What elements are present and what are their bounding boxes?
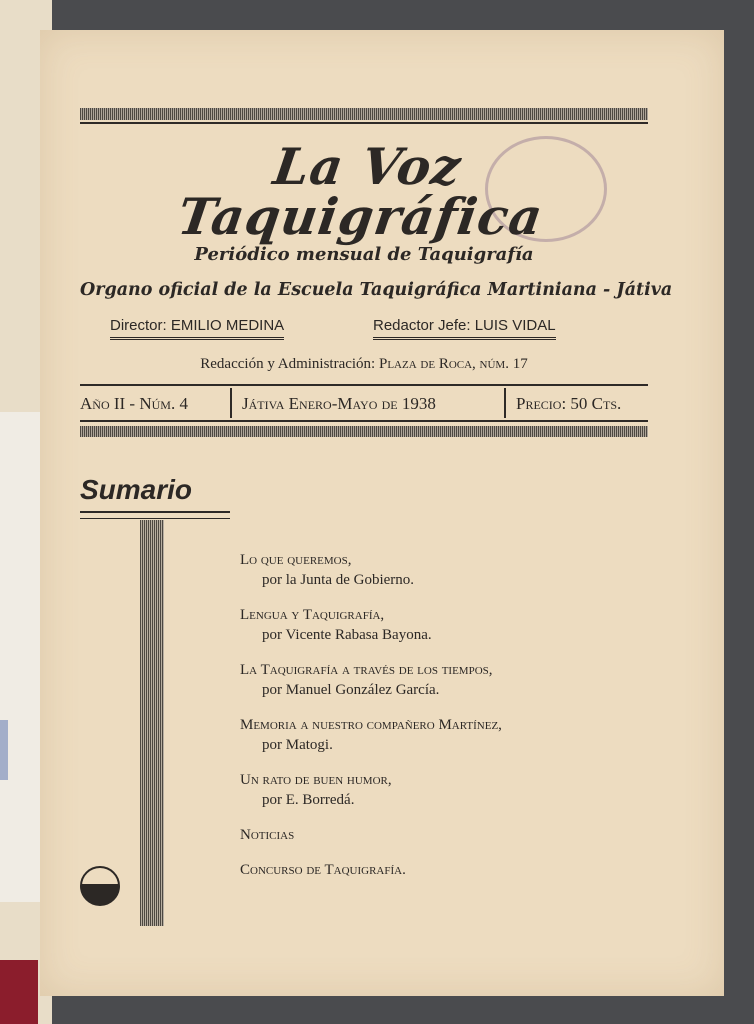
sumario-heading: Sumario bbox=[80, 474, 193, 505]
toc-author: por Matogi. bbox=[262, 737, 333, 753]
toc-entry bbox=[240, 715, 600, 755]
admin-label: Redacción y Administración: bbox=[200, 356, 376, 372]
issue-price: Precio: 50 Cts. bbox=[516, 394, 622, 413]
issue-number: Año II - Núm. 4 bbox=[80, 394, 188, 413]
masthead-organ: Organo oficial de la Escuela Taquigráfica Martiniana - Játiva bbox=[80, 280, 673, 300]
bottom-hatch-band bbox=[80, 426, 648, 437]
toc-entry bbox=[240, 825, 600, 845]
top-hatch-band bbox=[80, 108, 648, 120]
toc-entry bbox=[240, 860, 600, 880]
toc-title: Concurso de Taquigrafía. bbox=[240, 862, 406, 878]
administration-line bbox=[80, 356, 648, 373]
issue-separator bbox=[230, 388, 232, 418]
toc-author: por E. Borredá. bbox=[262, 792, 355, 808]
redactor-credit: Redactor Jefe: LUIS VIDAL bbox=[373, 317, 556, 340]
sumario-underline bbox=[80, 511, 230, 519]
masthead-title: La Voz Taquigráfica bbox=[174, 137, 547, 246]
toc-title: Memoria a nuestro compañero Martínez, bbox=[240, 717, 502, 733]
toc-entry bbox=[240, 660, 600, 700]
toc-title: Un rato de buen humor, bbox=[240, 772, 392, 788]
table-of-contents bbox=[240, 550, 600, 895]
toc-author: por Manuel González García. bbox=[262, 682, 440, 698]
blue-mark bbox=[0, 720, 8, 780]
top-rule bbox=[80, 122, 648, 124]
magazine-cover bbox=[40, 30, 724, 996]
toc-title: La Taquigrafía a través de los tiempos, bbox=[240, 662, 493, 678]
toc-title: Lo que queremos, bbox=[240, 552, 352, 568]
toc-entry bbox=[240, 550, 600, 590]
issue-bar bbox=[80, 386, 648, 420]
toc-title: Noticias bbox=[240, 827, 295, 843]
toc-author: por la Junta de Gobierno. bbox=[262, 572, 415, 588]
issue-separator bbox=[504, 388, 506, 418]
vertical-hatch-bar bbox=[140, 520, 164, 926]
toc-title: Lengua y Taquigrafía, bbox=[240, 607, 385, 623]
toc-entry bbox=[240, 605, 600, 645]
red-binding bbox=[0, 960, 38, 1024]
folded-page bbox=[0, 412, 41, 902]
issue-place-date: Játiva Enero-Mayo de 1938 bbox=[242, 394, 436, 413]
toc-author: por Vicente Rabasa Bayona. bbox=[262, 627, 432, 643]
half-filled-circle-icon bbox=[80, 866, 120, 906]
toc-entry bbox=[240, 770, 600, 810]
director-credit: Director: EMILIO MEDINA bbox=[110, 317, 284, 340]
issue-bar-bottom-rule bbox=[80, 420, 648, 422]
masthead-subtitle: Periódico mensual de Taquigrafía bbox=[194, 244, 534, 265]
admin-address: Plaza de Roca, núm. 17 bbox=[378, 356, 528, 372]
